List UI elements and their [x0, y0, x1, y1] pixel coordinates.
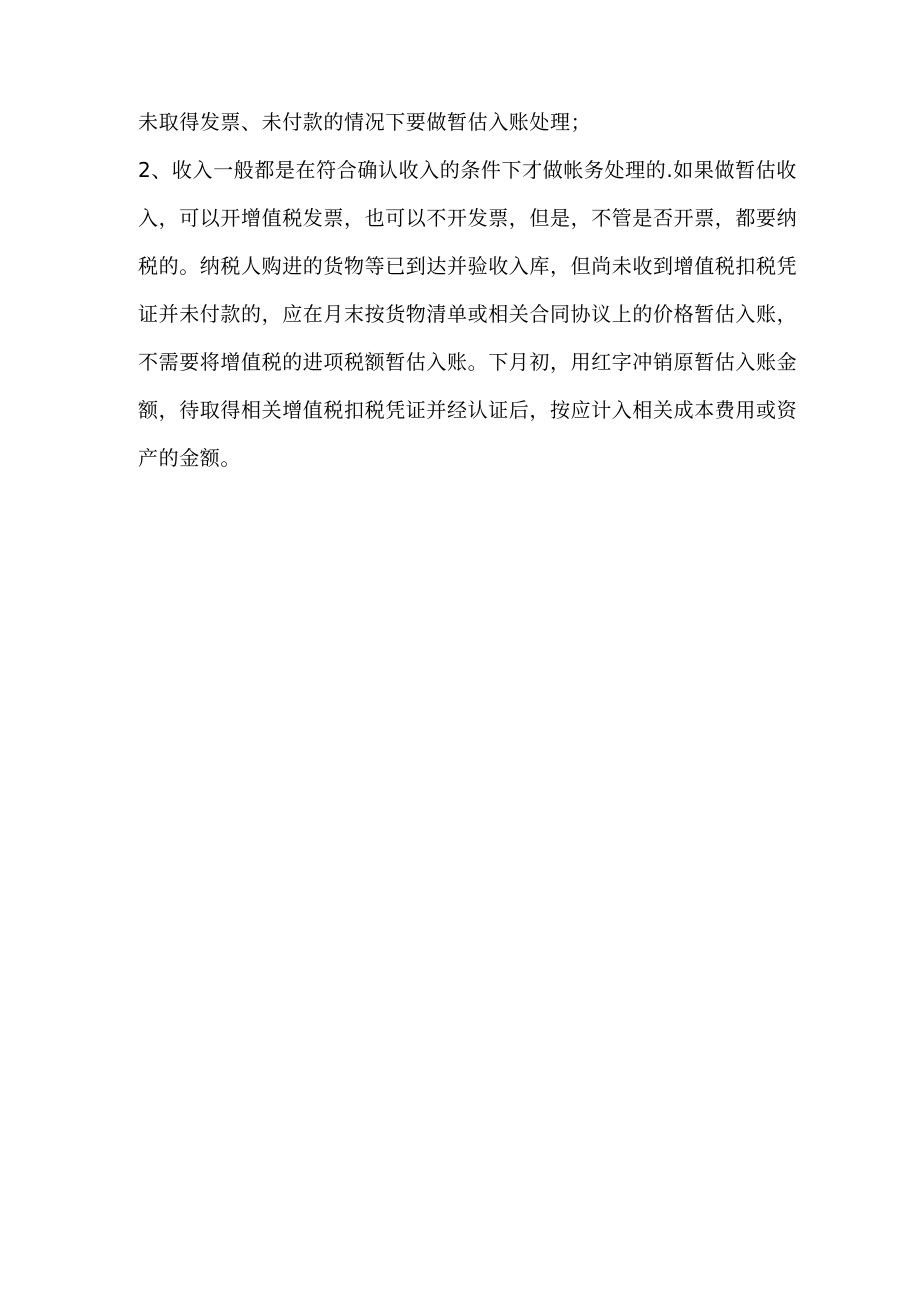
text-line-6: 不需要将增值税的进项税额暂估入账。下月初，用红字冲销原暂估入账金	[138, 350, 798, 374]
text-line-7: 额，待取得相关增值税扣税凭证并经认证后，按应计入相关成本费用或资	[138, 398, 798, 422]
text-line-4: 税的。纳税人购进的货物等已到达并验收入库，但尚未收到增值税扣税凭	[138, 254, 798, 278]
text-line-1: 未取得发票、未付款的情况下要做暂估入账处理；	[138, 110, 592, 134]
body-text	[138, 98, 798, 482]
text-line-8: 产的金额。	[138, 446, 241, 470]
text-line-2: 2、收入一般都是在符合确认收入的条件下才做帐务处理的.如果做暂估收	[138, 158, 797, 182]
text-line-5: 证并未付款的，应在月末按货物清单或相关合同协议上的价格暂估入账，	[138, 302, 798, 326]
text-line-3: 入，可以开增值税发票，也可以不开发票，但是，不管是否开票，都要纳	[138, 206, 798, 230]
